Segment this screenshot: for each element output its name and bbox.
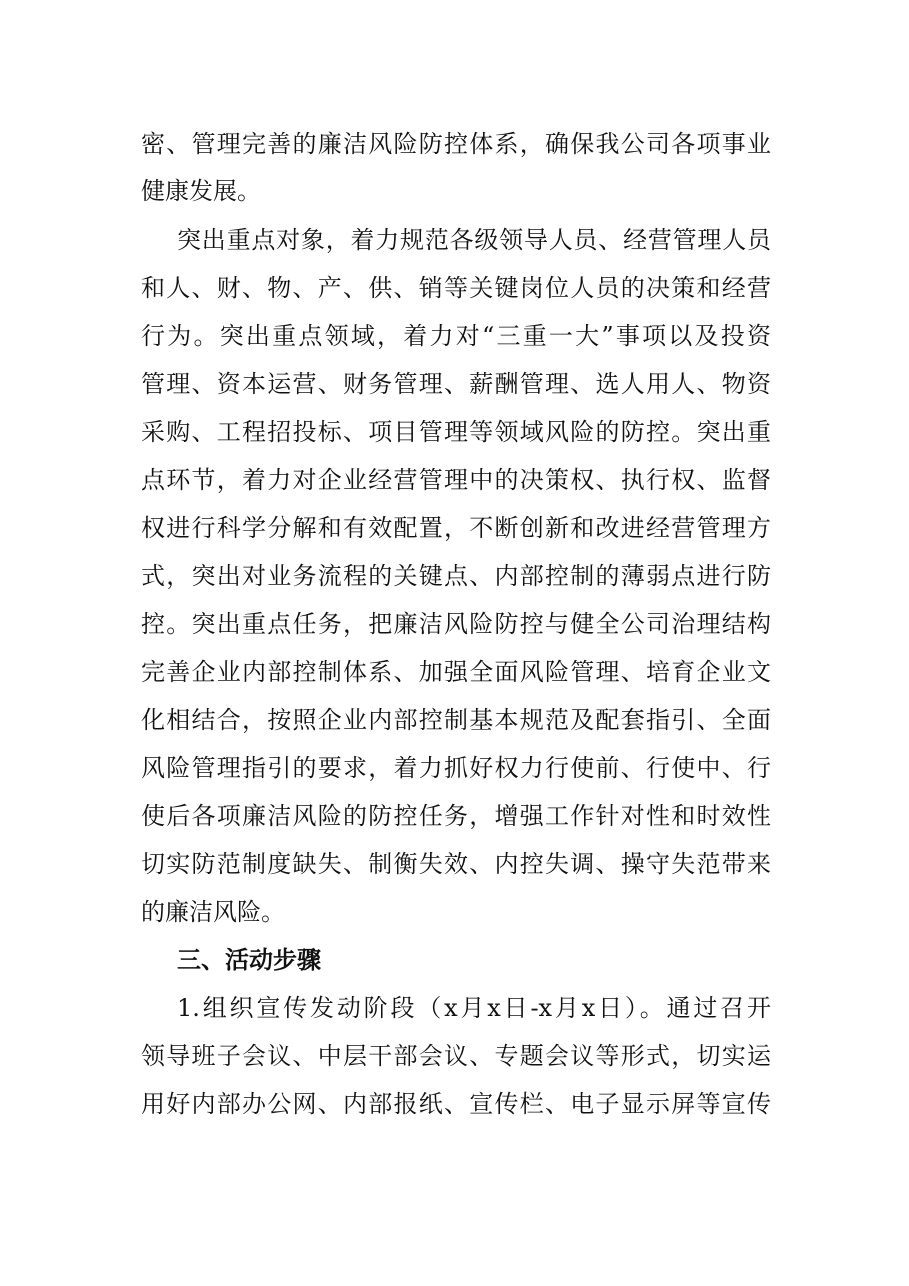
text-line: 切实防范制度缺失、制衡失效、内控失调、操守失范带来 <box>141 850 771 878</box>
text-line: 风险管理指引的要求，着力抓好权力行使前、行使中、行 <box>141 754 771 782</box>
text-line: 用好内部办公网、内部报纸、宣传栏、电子显示屏等宣传 <box>141 1090 771 1118</box>
text-line: 化相结合，按照企业内部控制基本规范及配套指引、全面 <box>141 706 771 734</box>
text-line: 密、管理完善的廉洁风险防控体系，确保我公司各项事业 <box>141 130 771 158</box>
text-line: 领导班子会议、中层干部会议、专题会议等形式，切实运 <box>141 1042 771 1070</box>
text-line: 和人、财、物、产、供、销等关键岗位人员的决策和经营 <box>141 274 771 302</box>
text-line: 采购、工程招投标、项目管理等领域风险的防控。突出重 <box>141 418 771 446</box>
text-line: 权进行科学分解和有效配置，不断创新和改进经营管理方 <box>141 514 771 542</box>
paragraph-start-line: 1.组织宣传发动阶段（x月x日-x月x日）。通过召开 <box>177 994 771 1022</box>
text-line: 式，突出对业务流程的关键点、内部控制的薄弱点进行防 <box>141 562 771 590</box>
text-line: 使后各项廉洁风险的防控任务，增强工作针对性和时效性 <box>141 802 771 830</box>
text-line: 控。突出重点任务，把廉洁风险防控与健全公司治理结构 <box>141 610 771 638</box>
section-heading: 三、活动步骤 <box>177 946 321 974</box>
text-line: 行为。突出重点领域，着力对“三重一大”事项以及投资 <box>141 322 771 350</box>
text-line: 管理、资本运营、财务管理、薪酬管理、选人用人、物资 <box>141 370 771 398</box>
text-line: 的廉洁风险。 <box>141 898 285 926</box>
text-line: 健康发展。 <box>141 177 261 205</box>
text-line: 点环节，着力对企业经营管理中的决策权、执行权、监督 <box>141 466 771 494</box>
text-line: 完善企业内部控制体系、加强全面风险管理、培育企业文 <box>141 658 771 686</box>
paragraph-start-line: 突出重点对象，着力规范各级领导人员、经营管理人员 <box>177 226 771 254</box>
